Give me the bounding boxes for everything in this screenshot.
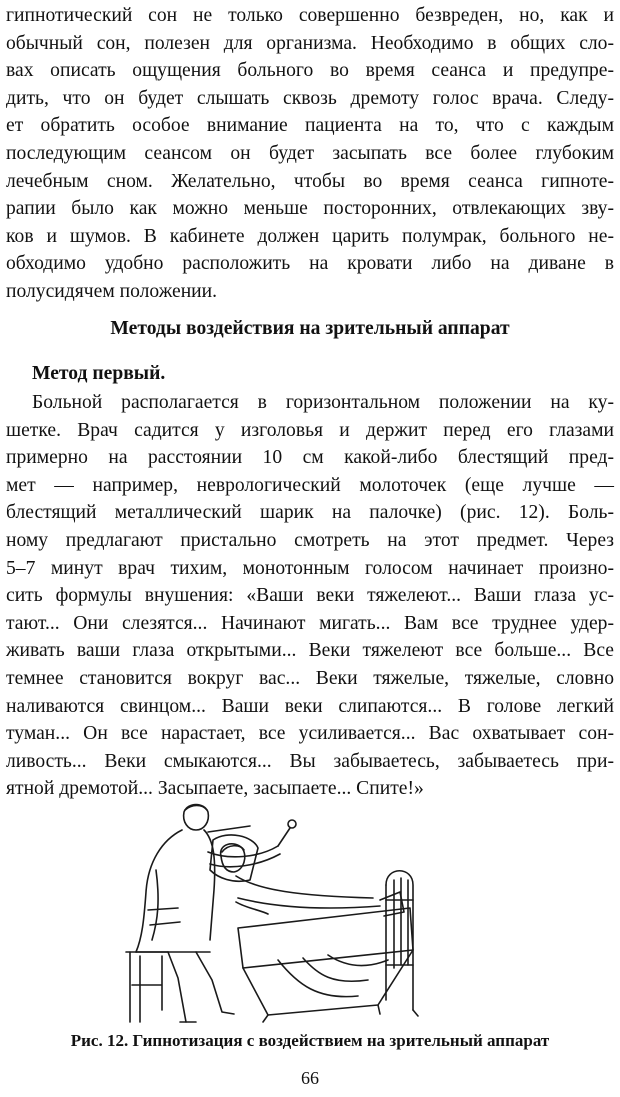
figure-illustration [118, 800, 593, 1032]
text-line: ков и шумов. В кабинете должен царить полумрак, больного не- [6, 225, 614, 247]
text-line: последующим сеансом он будет засыпать все более глубоким [6, 142, 614, 164]
text-line: туман... Он все нарастает, все усиливается... Вас охватывает сон- [6, 723, 614, 745]
text-line: полусидячем положении. [6, 280, 218, 302]
text-line: ливость... Веки смыкаются... Вы забываетесь, забываетесь при- [6, 750, 614, 772]
doctor-icon [126, 805, 296, 1023]
figure-caption: Рис. 12. Гипнотизация с воздействием на зрительный аппарат [70, 1031, 550, 1050]
text-line: живать ваши глаза открытыми... Веки тяжелеют все больше... Все [6, 640, 614, 662]
text-line: вах описать ощущения больного во время сеанса и предупре- [6, 60, 614, 82]
text-line: дить, что он будет слышать сквозь дремоту голос врача. Следу- [6, 87, 614, 109]
text-line: рапии было как можно меньше посторонних, отвлекающих зву- [6, 198, 614, 220]
text-line: темнее становится вокруг вас... Веки тяжелые, тяжелые, словно [6, 667, 614, 689]
text-line: ному предлагают пристально смотреть на этот предмет. Через [6, 529, 614, 551]
text-line: ет обратить особое внимание пациента на то, что с каждым [6, 115, 614, 137]
text-line: обходимо удобно расположить на кровати либо на диване в [6, 253, 614, 275]
method-title: Метод первый. [32, 363, 166, 384]
text-line: Больной располагается в горизонтальном положении на ку- [32, 392, 614, 413]
text-line: блестящий металлический шарик на палочке) (рис. 12). Боль- [6, 502, 614, 524]
section-heading: Методы воздействия на зрительный аппарат [110, 318, 510, 339]
method-paragraph [6, 389, 614, 803]
text-line: гипнотический сон не только совершенно безвреден, но, как и [6, 5, 614, 26]
text-line: сить формулы внушения: «Ваши веки тяжелеют... Ваши глаза ус- [6, 585, 614, 607]
bed-icon [210, 835, 418, 1022]
text-line: примерно на расстоянии 10 см какой-либо блестящий пред- [6, 447, 614, 469]
page-number: 66 [301, 1068, 319, 1088]
intro-paragraph [6, 2, 614, 306]
text-line: лечебным сном. Желательно, чтобы во время сеанса гипноте- [6, 170, 614, 192]
text-line: тают... Они слезятся... Начинают мигать... Вам все труднее удер- [6, 612, 614, 634]
text-line: шетке. Врач садится у изголовья и держит перед его глазами [6, 419, 614, 441]
text-line: ятной дремотой... Засыпаете, засыпаете... Спите!» [6, 778, 424, 800]
text-line: обычный сон, полезен для организма. Необходимо в общих сло- [6, 32, 614, 54]
text-line: мет — например, неврологический молоточек (еще лучше — [6, 474, 614, 496]
text-line: наливаются свинцом... Ваши веки слипаются... В голове легкий [6, 695, 614, 717]
text-line: 5–7 минут врач тихим, монотонным голосом начинает произно- [6, 557, 614, 579]
